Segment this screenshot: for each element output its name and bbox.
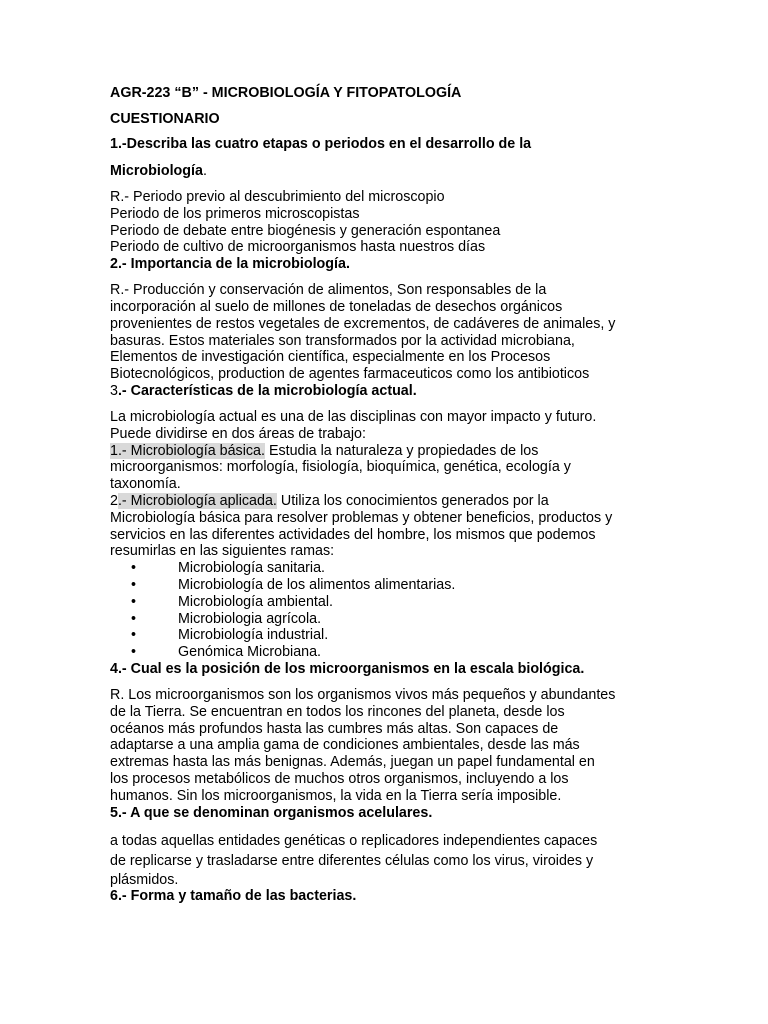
answer-line: los procesos metabólicos de muchos otros organismos, incluyendo a los <box>110 770 569 787</box>
answer-line: La microbiología actual es una de las disciplinas con mayor impacto y futuro. <box>110 408 597 425</box>
question-1-line-2: Microbiología <box>110 163 203 179</box>
applied-microbiology-number: 2 <box>110 492 118 509</box>
answer-line: Periodo de cultivo de microorganismos hasta nuestros días <box>110 239 486 256</box>
answer-line: provenientes de restos vegetales de excrementos, de cadáveres de animales, y <box>110 315 616 332</box>
questionnaire-heading: CUESTIONARIO <box>110 111 220 127</box>
basic-microbiology-text: Estudia la naturaleza y propiedades de los <box>264 442 539 459</box>
question-3-answer <box>110 409 670 661</box>
applied-microbiology-label: .- Microbiología aplicada. <box>117 492 277 509</box>
answer-line: basuras. Estos materiales son transformados por la actividad microbiana, <box>110 332 575 349</box>
answer-line: resumirlas en las siguientes ramas: <box>110 543 335 560</box>
bullet-icon: • <box>131 593 137 610</box>
answer-line: servicios en las diferentes actividades del hombre, los mismos que podemos <box>110 526 596 543</box>
answer-line: adaptarse a una amplia gama de condiciones ambientales, desde las más <box>110 737 580 754</box>
question-1-period: . <box>202 163 207 179</box>
applied-microbiology-text: Utiliza los conocimientos generados por la <box>276 492 549 509</box>
document-body <box>110 84 670 905</box>
question-3-heading <box>110 383 670 400</box>
branches-list <box>110 560 670 661</box>
question-1-heading <box>110 136 670 153</box>
answer-line: de replicarse y trasladarse entre diferentes células como los virus, viroides y <box>110 853 594 869</box>
answer-line: Periodo de debate entre biogénesis y generación espontanea <box>110 222 501 239</box>
list-item: • Genómica Microbiana. <box>131 644 322 661</box>
answer-line: Periodo de los primeros microscopistas <box>110 205 360 222</box>
answer-line: Puede dividirse en dos áreas de trabajo: <box>110 425 366 442</box>
list-item: • Microbiología industrial. <box>131 627 329 644</box>
course-title: AGR-223 “B” - MICROBIOLOGÍA Y FITOPATOLOGÍA <box>110 85 462 101</box>
answer-line: a todas aquellas entidades genéticas o replicadores independientes capaces <box>110 832 598 849</box>
question-6-heading: 6.- Forma y tamaño de las bacterias. <box>110 888 357 905</box>
answer-line: Biotecnológicos, production de agentes farmaceuticos como los antibioticos <box>110 366 590 383</box>
answer-line: océanos más profundos hasta las cumbres más altas. Son capaces de <box>110 720 559 737</box>
question-3-title: .- Características de la microbiología actual. <box>117 382 417 399</box>
question-1-line-1: 1.-Describa las cuatro etapas o periodos en el desarrollo de la <box>110 136 532 152</box>
bullet-icon: • <box>131 627 137 644</box>
answer-line: R. Los microorganismos son los organismos vivos más pequeños y abundantes <box>110 686 616 703</box>
answer-line: taxonomía. <box>110 476 181 493</box>
list-item: • Microbiología sanitaria. <box>131 560 326 577</box>
answer-line: Microbiología básica para resolver problemas y obtener beneficios, productos y <box>110 509 613 526</box>
bullet-icon: • <box>131 644 137 661</box>
question-2-answer <box>110 282 670 383</box>
answer-line: humanos. Sin los microorganismos, la vida en la Tierra sería imposible. <box>110 787 562 804</box>
question-3-number: 3 <box>110 382 118 399</box>
question-4-answer <box>110 687 670 805</box>
answer-line: plásmidos. <box>110 871 179 888</box>
question-2-heading: 2.- Importancia de la microbiología. <box>110 256 350 273</box>
question-1-heading-cont <box>110 163 670 180</box>
applied-microbiology-line <box>110 493 670 510</box>
list-item: • Microbiologia agrícola. <box>131 610 322 627</box>
answer-line: extremas hasta las más benignas. Además, juegan un papel fundamental en <box>110 754 595 771</box>
answer-line: Elementos de investigación científica, especialmente en los Procesos <box>110 349 551 366</box>
bullet-icon: • <box>131 560 137 577</box>
list-item: • Microbiología de los alimentos alimentarias. <box>131 576 456 593</box>
answer-line: R.- Periodo previo al descubrimiento del microscopio <box>110 189 445 205</box>
basic-microbiology-line <box>110 443 670 460</box>
answer-line: R.- Producción y conservación de alimentos, Son responsables de la <box>110 282 547 299</box>
bullet-icon: • <box>131 576 137 593</box>
basic-microbiology-label: 1.- Microbiología básica. <box>110 442 265 459</box>
question-1-answer <box>110 189 670 256</box>
list-item: • Microbiología ambiental. <box>131 593 333 610</box>
question-5-heading: 5.- A que se denominan organismos acelulares. <box>110 804 433 821</box>
bullet-icon: • <box>131 610 137 627</box>
question-4-heading: 4.- Cual es la posición de los microorganismos en la escala biológica. <box>110 660 585 677</box>
answer-line: de la Tierra. Se encuentran en todos los rincones del planeta, desde los <box>110 703 565 720</box>
answer-line: incorporación al suelo de millones de toneladas de desechos orgánicos <box>110 298 563 315</box>
answer-line: microorganismos: morfología, fisiología, bioquímica, genética, ecología y <box>110 459 571 476</box>
question-5-answer <box>110 831 670 889</box>
